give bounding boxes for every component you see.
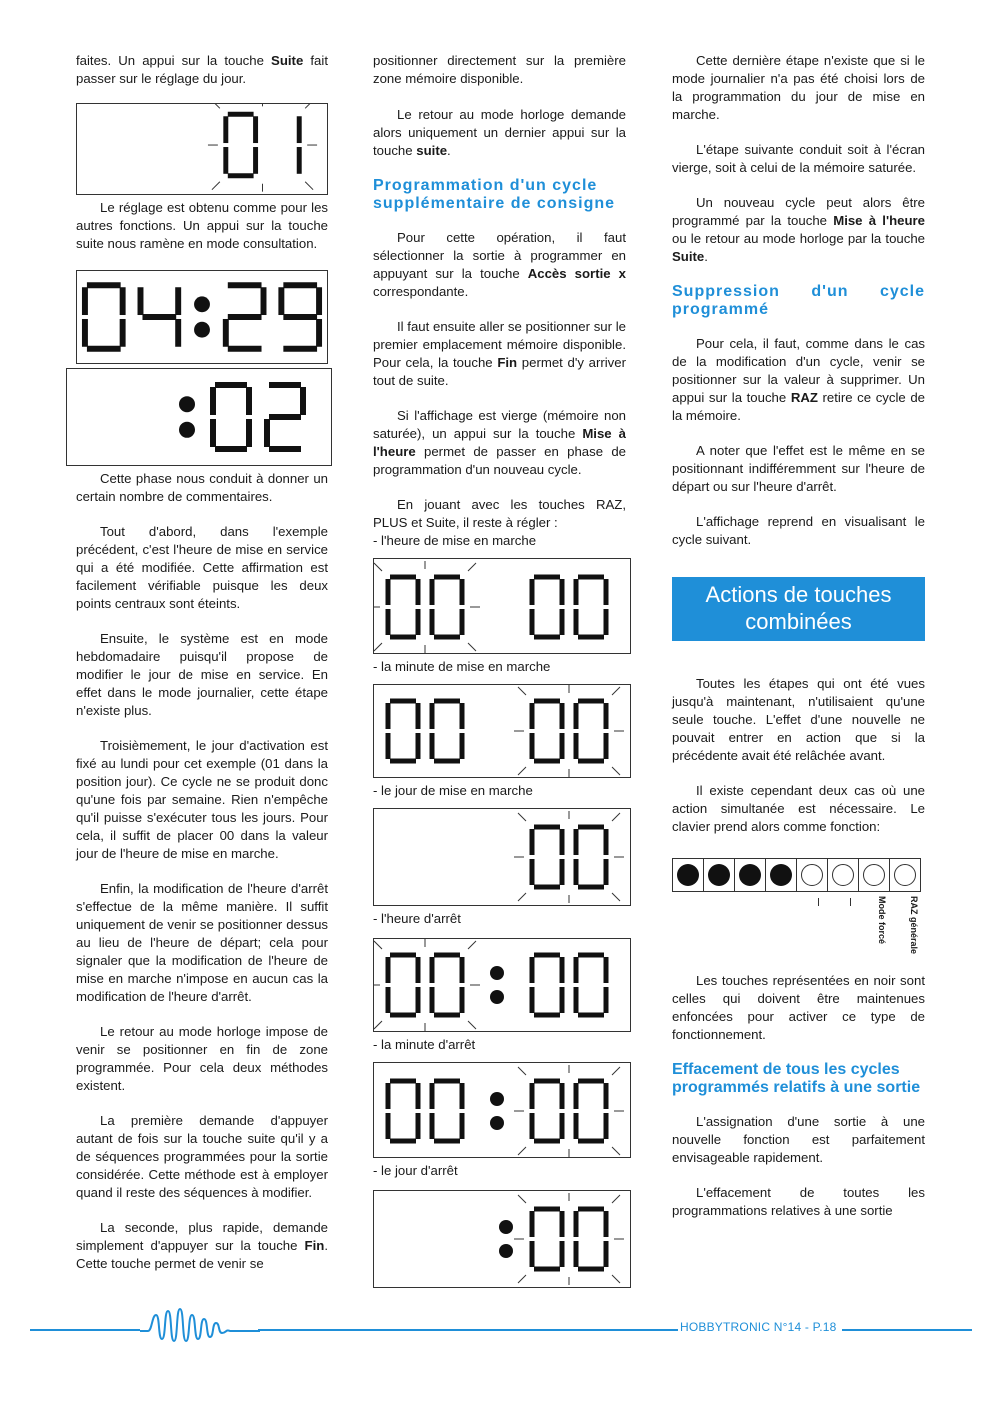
- footer-line-middle: [258, 1329, 678, 1331]
- paragraph: L'étape suivante conduit soit à l'écran vierge, soit à celui de la mémoire saturée.: [672, 142, 925, 175]
- paragraph: Cette dernière étape n'existe que si le mode journalier n'a pas été choisi lors de la programmation du jour de mise en marche.: [672, 53, 925, 122]
- key: [735, 859, 766, 891]
- paragraph: Troisièmement, le jour d'activation est fixé au lundi pour cet exemple (01 dans la position jour). Ce cycle ne se produit donc qu'une fois par semaine. Rien n'empêche qu'il puisse s'exécuter tous les jours. Pour cela, il suffit de placer 00 dans la valeur jour de l'heure de mise en marche.: [76, 738, 328, 861]
- list-item: - l'heure d'arrêt: [373, 911, 461, 926]
- blink-mark: [612, 893, 620, 901]
- paragraph: Un nouveau cycle peut alors être programmé par la touche Mise à l'heure ou le retour au mode horloge par la touche Suite.: [672, 195, 925, 264]
- paragraph: Le réglage est obtenu comme pour les autres fonctions. Un appui sur la touche suite nous ramène en mode consultation.: [76, 200, 328, 251]
- key-dot: [708, 864, 730, 886]
- lcd-display-day-start: [373, 808, 631, 906]
- keypad-diagram: [672, 858, 925, 978]
- lcd-colon-dot: [499, 1244, 513, 1258]
- lcd-display-day: [76, 103, 328, 195]
- lcd-display-minute-stop: [373, 1062, 631, 1158]
- paragraph: faites. Un appui sur la touche Suite fait passer sur le réglage du jour.: [76, 53, 328, 86]
- key-dot: [832, 864, 854, 886]
- paragraph: Si l'affichage est vierge (mémoire non saturée), un appui sur la touche Mise à l'heure permet de passer en phase de programmation d'un nouveau cycle.: [373, 408, 626, 477]
- footer-line-right: [842, 1329, 972, 1331]
- blink-mark: [374, 1021, 382, 1029]
- blink-mark: [612, 813, 620, 821]
- section-heading: Programmation d'un cycle supplémentaire de consigne: [373, 177, 616, 212]
- blink-mark: [518, 1147, 526, 1155]
- section-heading: Effacement de tous les cycles programmés relatifs à une sortie: [672, 1061, 921, 1096]
- lcd-display-seconds: [66, 368, 332, 466]
- lcd-display-day-stop: [373, 1190, 631, 1288]
- banner-line: combinées: [745, 609, 852, 634]
- paragraph: Enfin, la modification de l'heure d'arrêt s'effectue de la même manière. Il suffit uniquement de venir se positionner dessus au lieu de l'heure de départ; cela pour signaler que la modification de l'heure de mise en marche n'impose en aucun cas la modification de l'heure d'arrêt.: [76, 881, 328, 1004]
- tick-mark: [850, 898, 851, 906]
- column-1: [76, 52, 328, 1290]
- paragraph: L'effacement de toutes les programmations relatives à une sortie: [672, 1185, 925, 1218]
- paragraph: Le retour au mode horloge impose de venir se positionner en fin de zone programmée. Pour cela deux méthodes existent.: [76, 1024, 328, 1093]
- blink-mark: [612, 1195, 620, 1203]
- list-item: - la minute de mise en marche: [373, 659, 551, 674]
- lcd-display-time: [76, 270, 328, 364]
- paragraph: Toutes les étapes qui ont été vues jusqu'à maintenant, n'utilisaient qu'une seule touche. L'effet d'une nouvelle ne pouvait entrer en action que si la précédente avait été relâchée avant.: [672, 676, 925, 763]
- paragraph: Pour cette opération, il faut sélectionner la sortie à programmer en appuyant sur la touche Accès sortie x correspondante.: [373, 230, 626, 299]
- tick-mark: [818, 898, 819, 906]
- column-3: [672, 52, 925, 1237]
- blink-mark: [518, 687, 526, 695]
- blink-mark: [518, 893, 526, 901]
- key-dot: [739, 864, 761, 886]
- blink-mark: [612, 1147, 620, 1155]
- paragraph: Les touches représentées en noir sont celles qui doivent être maintenues enfoncées pour activer ce type de fonctionnement.: [672, 973, 925, 1042]
- paragraph: Il existe cependant deux cas où une action simultanée est nécessaire. Le clavier prend alors comme fonction:: [672, 783, 925, 834]
- lcd-colon-dot: [179, 396, 195, 412]
- column-2: [373, 52, 626, 1292]
- banner-line: Actions de touches: [705, 582, 892, 607]
- key-dot: [894, 864, 916, 886]
- key: [704, 859, 735, 891]
- blink-mark: [612, 687, 620, 695]
- key-dot: [801, 864, 823, 886]
- blink-mark: [518, 767, 526, 775]
- paragraph: L'assignation d'une sortie à une nouvelle fonction est parfaitement envisageable rapidement.: [672, 1114, 925, 1165]
- lcd-colon-dot: [490, 1116, 504, 1130]
- lcd-colon-dot: [490, 966, 504, 980]
- key: [766, 859, 797, 891]
- blink-mark: [212, 104, 220, 108]
- section-heading: Suppression d'un cycle programmé: [672, 283, 925, 318]
- page-footer: HOBBYTRONIC N°14 - P.18: [680, 1320, 837, 1334]
- wave-logo-icon: [140, 1305, 260, 1347]
- blink-mark: [468, 563, 476, 571]
- lcd-colon-dot: [499, 1220, 513, 1234]
- paragraph: Cette phase nous conduit à donner un certain nombre de commentaires.: [76, 471, 328, 504]
- blink-mark: [468, 941, 476, 949]
- key-dot: [770, 864, 792, 886]
- key-dot: [677, 864, 699, 886]
- paragraph: Tout d'abord, dans l'exemple précédent, c'est l'heure de mise en service qui a été modifiée. Cette affirmation est facilement vérifiable puisque les deux points centraux sont éteints.: [76, 524, 328, 611]
- lcd-colon-dot: [194, 322, 210, 338]
- paragraph: Ensuite, le système est en mode hebdomadaire puisqu'il propose de modifier le jour de mise en service. En effet dans le mode journalier, cette étape n'existe plus.: [76, 631, 328, 718]
- blink-mark: [518, 1067, 526, 1075]
- lcd-display-hour-stop: [373, 938, 631, 1032]
- blink-mark: [612, 1275, 620, 1283]
- blink-mark: [518, 1275, 526, 1283]
- list-item: - l'heure de mise en marche: [373, 533, 537, 548]
- key-label-mode-force: Mode forcé: [877, 896, 887, 945]
- key-label-raz-generale: RAZ générale: [909, 896, 919, 955]
- blink-mark: [212, 182, 220, 190]
- blink-mark: [305, 104, 313, 108]
- paragraph: Il faut ensuite aller se positionner sur le premier emplacement mémoire disponible. Pour cela, la touche Fin permet d'y arriver tout de suite.: [373, 319, 626, 388]
- blink-mark: [374, 563, 382, 571]
- lcd-colon-dot: [179, 422, 195, 438]
- footer-line-left: [30, 1329, 140, 1331]
- blink-mark: [468, 643, 476, 651]
- key: [828, 859, 859, 891]
- paragraph: En jouant avec les touches RAZ, PLUS et Suite, il reste à régler :: [373, 497, 626, 530]
- paragraph: A noter que l'effet est le même en se positionnant indifféremment sur l'heure de départ ou sur l'heure d'arrêt.: [672, 443, 925, 494]
- paragraph: Pour cela, il faut, comme dans le cas de la modification d'un cycle, venir se positionner sur la valeur à supprimer. Un appui sur la touche RAZ retire ce cycle de la mémoire.: [672, 336, 925, 423]
- paragraph: Le retour au mode horloge demande alors uniquement un dernier appui sur la touche suite.: [373, 107, 626, 158]
- key-dot: [863, 864, 885, 886]
- keypad-row: [672, 858, 921, 892]
- paragraph: La seconde, plus rapide, demande simplement d'appuyer sur la touche Fin. Cette touche permet de venir se: [76, 1220, 328, 1271]
- list-item: - le jour de mise en marche: [373, 783, 533, 798]
- blink-mark: [374, 941, 382, 949]
- key: [859, 859, 890, 891]
- lcd-display-hour-start: [373, 558, 631, 654]
- blink-mark: [518, 1195, 526, 1203]
- section-banner: [672, 577, 925, 641]
- lcd-display-minute-start: [373, 684, 631, 778]
- blink-mark: [612, 1067, 620, 1075]
- key: [797, 859, 828, 891]
- paragraph: La première demande d'appuyer autant de fois sur la touche suite qu'il y a de séquences programmées pour la sortie considérée. Cette méthode est à employer quand il reste des séquences à modifier.: [76, 1113, 328, 1200]
- paragraph: positionner directement sur la première zone mémoire disponible.: [373, 53, 626, 86]
- key: [673, 859, 704, 891]
- lcd-colon-dot: [490, 1092, 504, 1106]
- lcd-colon-dot: [194, 296, 210, 312]
- paragraph: L'affichage reprend en visualisant le cycle suivant.: [672, 514, 925, 547]
- list-item: - la minute d'arrêt: [373, 1037, 476, 1052]
- blink-mark: [612, 767, 620, 775]
- blink-mark: [468, 1021, 476, 1029]
- blink-mark: [518, 813, 526, 821]
- list-item: - le jour d'arrêt: [373, 1163, 458, 1178]
- blink-mark: [305, 182, 313, 190]
- lcd-colon-dot: [490, 990, 504, 1004]
- blink-mark: [374, 643, 382, 651]
- key: [890, 859, 920, 891]
